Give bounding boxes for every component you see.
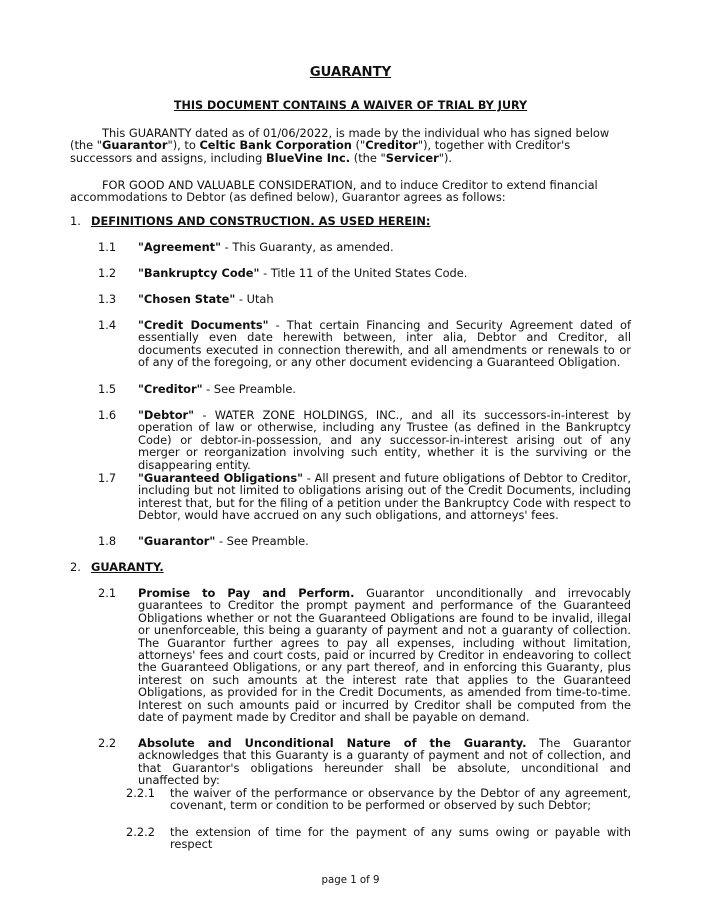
section-2-heading: 2. GUARANTY. [70,560,164,574]
guaranty-clause: 2.2 Absolute and Unconditional Nature of the Guaranty. The Guarantor acknowledges that this Guaranty is a guaranty of payment and not of collection, and that Guarantor's obligations hereunder shall be absolute, unconditional and unaffected by: [98,736,631,788]
definition-item: 1.7 "Guaranteed Obligations" - All present and future obligations of Debtor to Creditor, including but not limited to obligations arising out of the Credit Documents, including interest that, but for the filing of a petition under the Bankruptcy Code with respect to Debtor, would have accrued on any such obligations, and attorneys' fees. [98,471,631,523]
guaranty-subclause: 2.2.1 the waiver of the performance or observance by the Debtor of any agreement, covenant, term or condition to be performed or observed by such Debtor; [126,786,631,813]
definition-item: 1.2 "Bankruptcy Code" - Title 11 of the United States Code. [98,266,468,280]
guaranty-clause: 2.1 Promise to Pay and Perform. Guarantor unconditionally and irrevocably guarantees to Creditor the prompt payment and performance of the Guaranteed Obligations whether or not the Guaranteed Obligations are found to be invalid, illegal or unenforceable, this being a guaranty of payment and not a guaranty of collection. The Guarantor further agrees to pay all expenses, including without limitation, attorneys' fees and court costs, paid or incurred by Creditor in endeavoring to collect the Guaranteed Obligations, or any part thereof, and in enforcing this Guaranty, plus interest on such amounts at the interest rate that applies to the Guaranteed Obligations, as provided for in the Credit Documents, as amended from time-to-time. Interest on such amounts paid or incurred by Creditor shall be computed from the date of payment made by Creditor and shall be payable on demand. [98,586,631,725]
definition-item: 1.5 "Creditor" - See Preamble. [98,382,296,396]
definition-item: 1.6 "Debtor" - WATER ZONE HOLDINGS, INC., and all its successors-in-interest by operation of law or otherwise, including any Trustee (as defined in the Bankruptcy Code) or debtor-in-possession, and any successor-in-interest arising out of any merger or reorganization involving such entity, whether it is the surviving or the disappearing entity. [98,408,631,472]
guaranty-subclause: 2.2.2 the extension of time for the payment of any sums owing or payable with respect [126,825,631,852]
page-number: page 1 of 9 [321,875,380,886]
section-1-heading: 1. DEFINITIONS AND CONSTRUCTION. AS USED HEREIN: [70,214,431,228]
document-title: GUARANTY [309,65,392,80]
definition-item: 1.3 "Chosen State" - Utah [98,292,274,306]
jury-waiver-notice: THIS DOCUMENT CONTAINS A WAIVER OF TRIAL BY JURY [173,99,528,112]
definition-item: 1.8 "Guarantor" - See Preamble. [98,534,309,548]
consideration-paragraph: FOR GOOD AND VALUABLE CONSIDERATION, and to induce Creditor to extend financial accommodations to Debtor (as defined below), Guarantor agrees as follows: [70,178,598,205]
intro-paragraph: This GUARANTY dated as of 01/06/2022, is made by the individual who has signed below (the "Guarantor"), to Celtic Bank Corporation ("Creditor"), together with Creditor's successors and assigns, including BlueVine Inc. (the "Servicer"). [70,126,610,165]
definition-item: 1.1 "Agreement" - This Guaranty, as amended. [98,240,394,254]
definition-item: 1.4 "Credit Documents" - That certain Financing and Security Agreement dated of essentially even date herewith between, inter alia, Debtor and Creditor, all documents executed in connection therewith, and all amendments or renewals to or of any of the foregoing, or any other document evidencing a Guaranteed Obligation. [98,318,631,370]
